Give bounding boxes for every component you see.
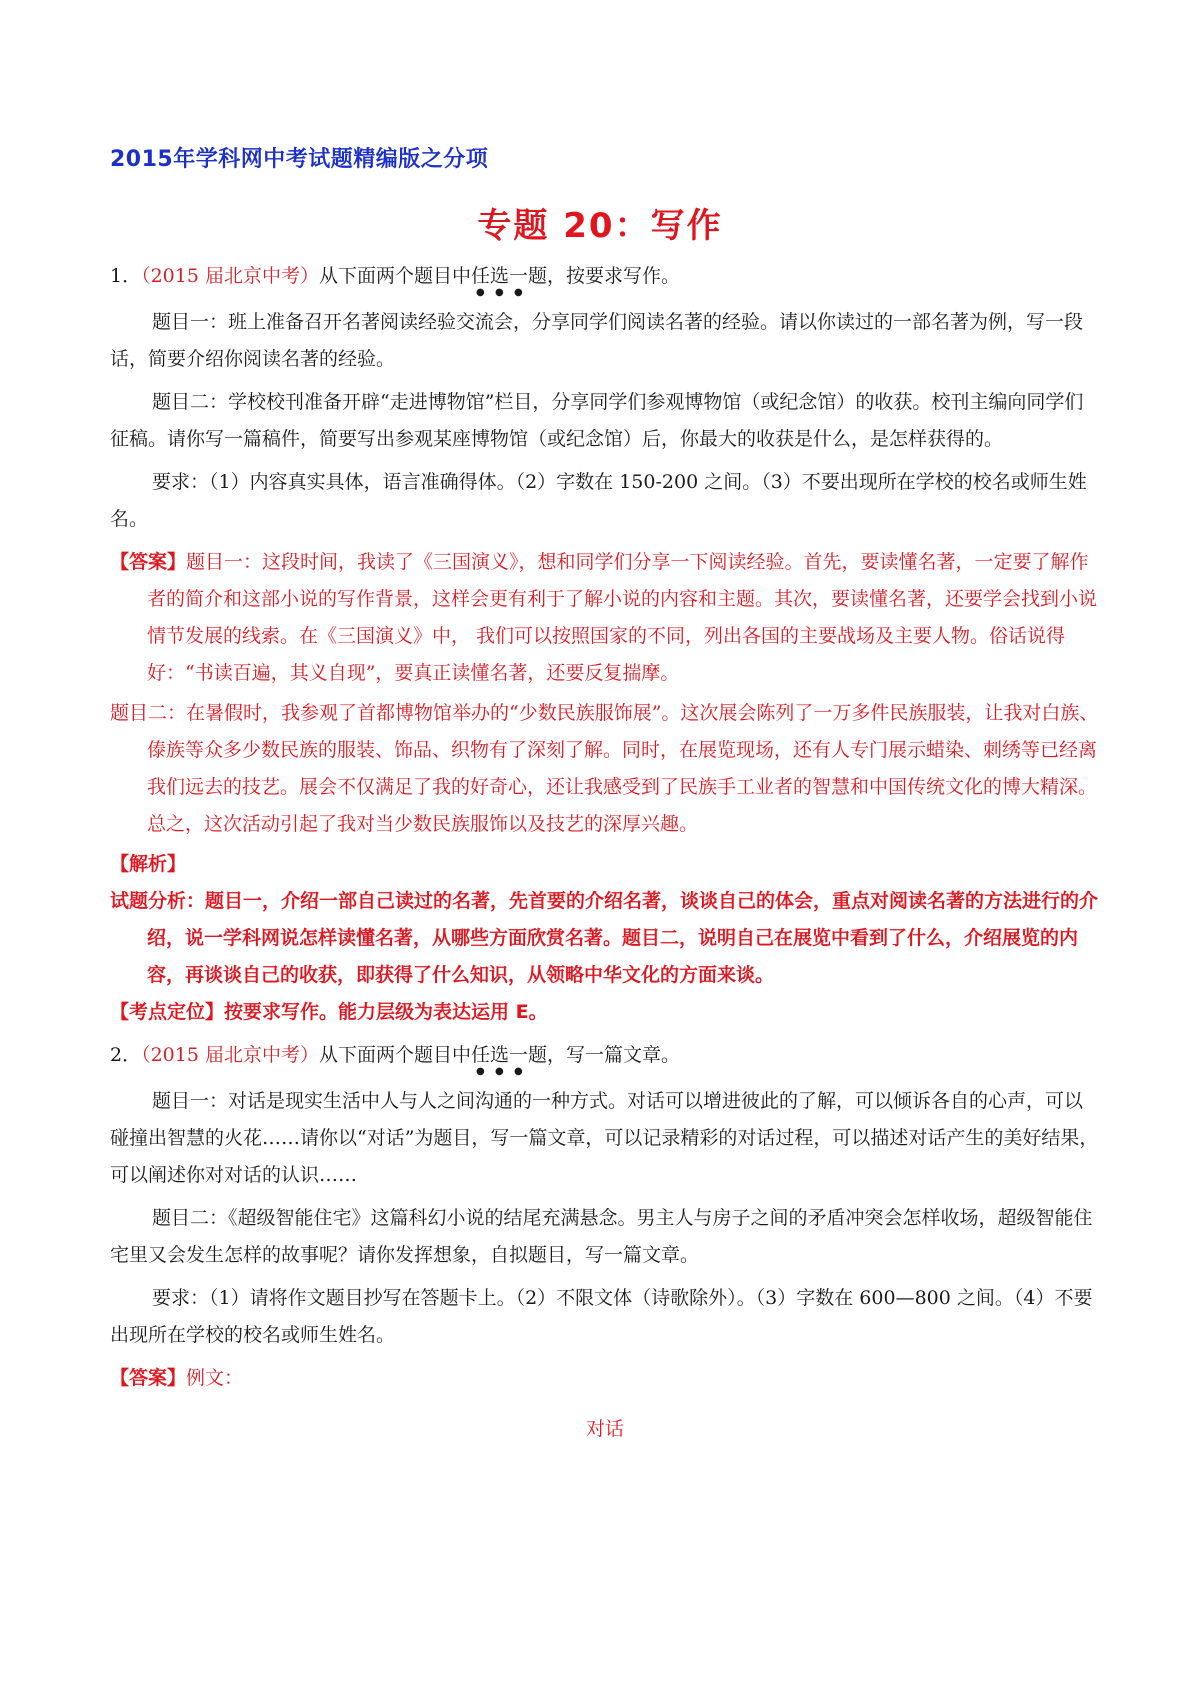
question-source: （2015 届北京中考） <box>141 1044 319 1066</box>
question-2-line <box>110 1037 1100 1077</box>
analysis-text: 试题分析：题目一，介绍一部自己读过的名著，先首要的介绍名著，谈谈自己的体会，重点对阅读名著的方法进行的介绍，说一学科网说怎样读懂名著，从哪些方面欣赏名著。题目二，说明自己在展览中看到了什么，介绍展览的内容，再谈谈自己的收获，即获得了什么知识，从领略中华文化的方面来谈。 <box>110 890 1099 986</box>
instruction-post: 题，按要求写作。 <box>528 265 681 287</box>
q1-answer-one <box>110 544 1100 692</box>
instruction-emphasis: 任选一 <box>471 1044 529 1066</box>
point-line <box>110 994 1100 1031</box>
question-source: （2015 届北京中考） <box>141 265 319 287</box>
question-1-line <box>110 258 1100 298</box>
answer-tag: 【答案】 <box>110 551 187 573</box>
point-text: 按要求写作。能力层级为表达运用 E。 <box>224 1001 548 1023</box>
instruction-post: 题，写一篇文章。 <box>528 1044 681 1066</box>
q2-topic-one: 题目一：对话是现实生活中人与人之间沟通的一种方式。对话可以增进彼此的了解，可以倾诉各自的心声，可以碰撞出智慧的火花……请你以“对话”为题目，写一篇文章，可以记录精彩的对话过程，可以描述对话产生的美好结果，可以阐述你对对话的认识…… <box>110 1090 1099 1186</box>
question-number: 2． <box>110 1044 142 1066</box>
q1-requirements: 要求：（1）内容真实具体，语言准确得体。（2）字数在 150-200 之间。（3）不要出现所在学校的校名或师生姓名。 <box>110 471 1087 530</box>
q2-topic-two: 题目二：《超级智能住宅》这篇科幻小说的结尾充满悬念。男主人与房子之间的矛盾冲突会怎样收场，超级智能住宅里又会发生怎样的故事呢？请你发挥想象，自拟题目，写一篇文章。 <box>110 1207 1093 1266</box>
topic-title: 专题 20：写作 <box>477 206 723 246</box>
analysis-tag: 【解析】 <box>110 853 187 875</box>
instruction-pre: 从下面两个题目中 <box>319 1044 472 1066</box>
instruction-pre: 从下面两个题目中 <box>319 265 472 287</box>
q1-topic-one: 题目一：班上准备召开名著阅读经验交流会，分享同学们阅读名著的经验。请以你读过的一部名著为例，写一段话，简要介绍你阅读名著的经验。 <box>110 311 1084 370</box>
q1-topic-two: 题目二：学校校刊准备开辟“走进博物馆”栏目，分享同学们参观博物馆（或纪念馆）的收获。校刊主编向同学们征稿。请你写一篇稿件，简要写出参观某座博物馆（或纪念馆）后，你最大的收获是什么，是怎样获得的。 <box>110 391 1084 450</box>
series-title: 2015年学科网中考试题精编版之分项 <box>110 147 489 172</box>
answer-lead: 例文： <box>186 1367 244 1389</box>
essay-title: 对话 <box>585 1418 624 1440</box>
q2-requirements: 要求：（1）请将作文题目抄写在答题卡上。（2）不限文体（诗歌除外）。（3）字数在 600—800 之间。（4）不要出现所在学校的校名或师生姓名。 <box>110 1287 1093 1346</box>
document-body <box>110 258 1100 1448</box>
answer-one-text: 题目一：这段时间，我读了《三国演义》，想和同学们分享一下阅读经验。首先，要读懂名著，一定要了解作者的简介和这部小说的写作背景，这样会更有利于了解小说的内容和主题。其次，要读懂名著，还要学会找到小说情节发展的线索。在《三国演义》中， 我们可以按照国家的不同，列出各国的主要战场及主要人物。俗话说得好：“书读百遍，其义自现”，要真正读懂名著，还要反复揣摩。 <box>147 551 1098 684</box>
point-tag: 【考点定位】 <box>110 1001 225 1023</box>
answer-tag: 【答案】 <box>110 1367 187 1389</box>
question-number: 1． <box>110 265 142 287</box>
q1-answer-two: 题目二：在暑假时，我参观了首都博物馆举办的“少数民族服饰展”。这次展会陈列了一万多件民族服装，让我对白族、傣族等众多少数民族的服装、饰品、织物有了深刻了解。同时，在展览现场，还有人专门展示蜡染、刺绣等已经离我们远去的技艺。展会不仅满足了我的好奇心，还让我感受到了民族手工业者的智慧和中国传统文化的博大精深。总之，这次活动引起了我对当少数民族服饰以及技艺的深厚兴趣。 <box>110 702 1099 835</box>
q2-answer-line <box>110 1360 1100 1397</box>
instruction-emphasis: 任选一 <box>471 265 529 287</box>
